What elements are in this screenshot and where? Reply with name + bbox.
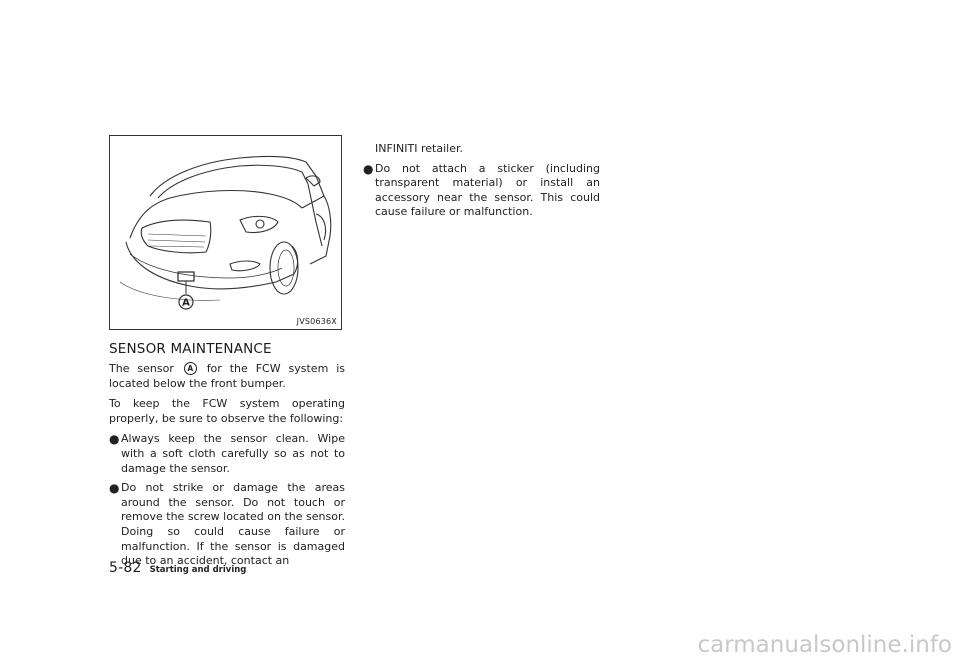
bullet-no-sticker-text: Do not attach a sticker (including transparent material) or install an accessory near the sensor. This could cause failure or malfunction.	[375, 161, 600, 219]
bullet-do-not-strike	[109, 481, 345, 569]
callout-a-label: A	[182, 297, 190, 309]
p1-text-after: for the FCW system is located below the front bumper.	[109, 362, 345, 390]
bullet-keep-clean-text: Always keep the sensor clean. Wipe with a soft cloth carefully so as not to damage the sensor.	[121, 432, 345, 475]
right-column-text	[363, 142, 600, 225]
bullet-dot-icon: ●	[109, 481, 120, 496]
bullet-keep-clean	[109, 432, 345, 476]
continued-text: INFINITI retailer.	[375, 142, 463, 155]
car-grille	[141, 220, 211, 253]
site-watermark: carmanualsonline.info	[697, 632, 952, 658]
car-fog-light	[230, 261, 260, 271]
paragraph-sensor-location	[109, 362, 345, 391]
car-side-body	[302, 196, 331, 264]
car-hood	[130, 191, 302, 238]
paragraph-intro: To keep the FCW system operating properly, be sure to observe the following:	[109, 397, 345, 425]
page-number: 5-82	[109, 560, 142, 576]
section-title: SENSOR MAINTENANCE	[109, 341, 272, 357]
headlight-lens	[256, 220, 264, 228]
bullet-do-not-strike-text: Do not strike or damage the areas around the sensor. Do not touch or remove the screw located on the sensor. Doing so could cause failure or malfunction. If the sensor is damaged due to an accident, contact an	[121, 481, 345, 568]
car-windshield	[158, 165, 308, 198]
chapter-title: Starting and driving	[149, 565, 247, 575]
figure-code: JVS0636X	[296, 317, 337, 326]
car-side-door-line	[308, 184, 322, 246]
car-front-drawing	[110, 136, 341, 329]
ref-a-icon: A	[184, 362, 197, 375]
page-footer	[109, 560, 246, 576]
p1-text-before: The sensor	[109, 362, 174, 375]
bullet-dot-icon: ●	[363, 161, 374, 176]
car-illustration-figure	[109, 135, 342, 330]
bullet-dot-icon: ●	[109, 432, 120, 447]
car-headlight	[240, 216, 278, 232]
left-column-text	[109, 362, 345, 574]
bullet-no-sticker	[363, 162, 600, 220]
